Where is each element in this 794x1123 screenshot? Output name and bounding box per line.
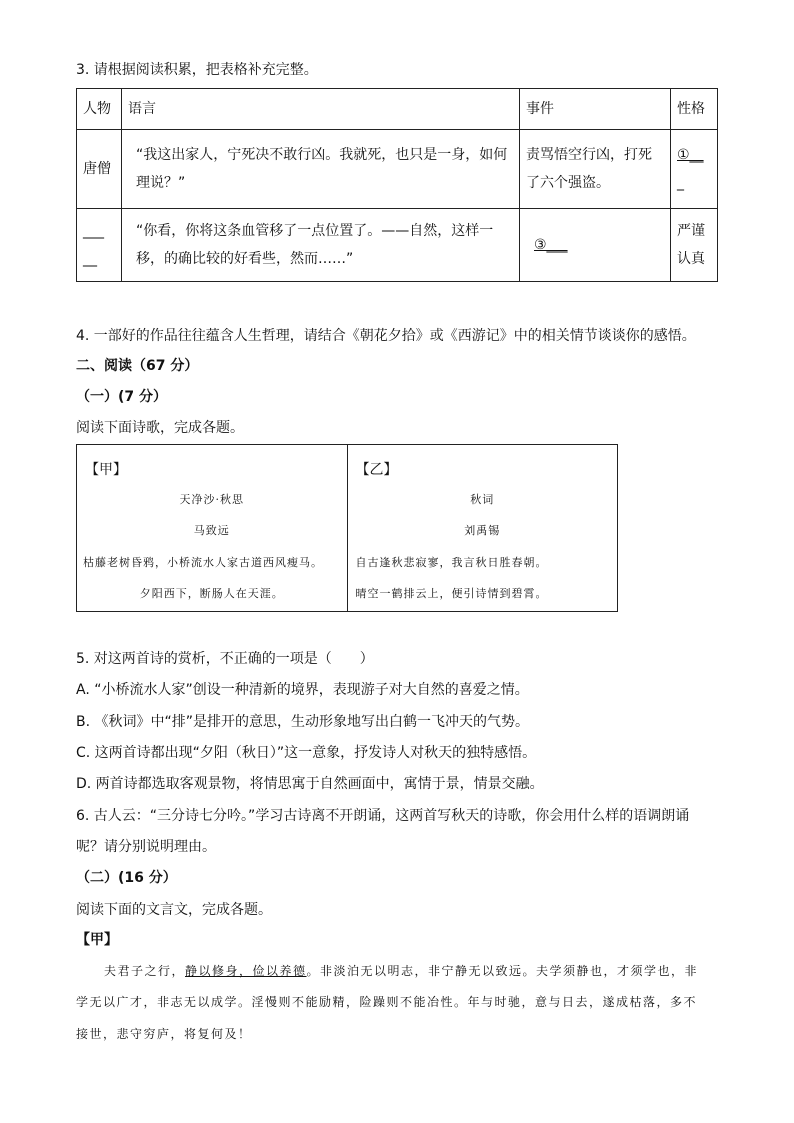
part1-instruction: 阅读下面诗歌，完成各题。 [76, 420, 244, 436]
classical-line: 接世，悲守穷庐，将复何及！ [76, 1027, 252, 1041]
cell-trait: 严谨 认真 [671, 209, 718, 282]
cell-person-blank[interactable]: ___ __ [77, 209, 122, 282]
poem-line: 枯藤老树昏鸦，小桥流水人家古道西风瘦马。 [83, 556, 323, 569]
classical-tag: 【甲】 [76, 932, 118, 948]
poem-yi [347, 445, 618, 611]
cell-speech: “你看，你将这条血管移了一点位置了。——自然，这样一 移，的确比较的好看些，然而……” [122, 209, 520, 282]
q6-line2: 呢？请分别说明理由。 [76, 839, 216, 855]
cell-person: 唐僧 [77, 130, 122, 209]
cell-event: 责骂悟空行凶，打死 了六个强盗。 [520, 130, 671, 209]
table-header-row [77, 89, 718, 130]
poem-line: 晴空一鹤排云上，便引诗情到碧霄。 [355, 587, 548, 600]
classical-line: 学无以广才，非志无以成学。淫慢则不能励精，险躁则不能冶性。年与时驰，意与日去，遂成枯落，多不 [76, 995, 698, 1009]
q5-option-d: D. 两首诗都选取客观景物，将情思寓于自然画面中，寓情于景，情景交融。 [76, 776, 544, 792]
classical-line: 夫君子之行，静以修身，俭以养德。非淡泊无以明志，非宁静无以致远。夫学须静也，才须学也，非 [104, 964, 699, 978]
q5-option-b: B. 《秋词》中“排”是排开的意思，生动形象地写出白鹤一飞冲天的气势。 [76, 714, 530, 730]
part2-heading: （二）(16 分） [76, 870, 177, 886]
poem-title: 秋词 [470, 493, 495, 506]
header-event: 事件 [520, 89, 671, 130]
poem-tag: 【甲】 [85, 462, 127, 478]
header-person: 人物 [77, 89, 122, 130]
character-table [76, 88, 718, 282]
part1-heading: （一）(7 分） [76, 389, 168, 405]
poem-tag: 【乙】 [355, 462, 398, 478]
poems-table [76, 444, 618, 612]
poem-line: 自古逢秋悲寂寥，我言秋日胜春朝。 [355, 556, 548, 569]
poem-author: 马致远 [193, 524, 230, 537]
table-row [77, 209, 718, 282]
q5-option-c: C. 这两首诗都出现“夕阳（秋日）”这一意象，抒发诗人对秋天的独特感悟。 [76, 745, 537, 761]
q4-text: 4. 一部好的作品往往蕴含人生哲理，请结合《朝花夕拾》或《西游记》中的相关情节谈谈你的感悟。 [76, 328, 696, 344]
poem-title: 天净沙·秋思 [179, 493, 244, 506]
header-trait: 性格 [671, 89, 718, 130]
part2-instruction: 阅读下面的文言文，完成各题。 [76, 902, 272, 918]
poem-jia [77, 445, 347, 611]
q6-line1: 6. 古人云：“三分诗七分吟。”学习古诗离不开朗诵，这两首写秋天的诗歌，你会用什么样的语调朗诵 [76, 808, 690, 824]
cell-trait-blank[interactable]: ①__ _ [671, 130, 718, 209]
table-row [77, 130, 718, 209]
section-heading: 二、阅读（67 分） [76, 358, 199, 374]
header-speech: 语言 [122, 89, 520, 130]
cell-event-blank[interactable]: ③___ [520, 209, 671, 282]
cell-speech: “我这出家人，宁死决不敢行凶。我就死，也只是一身，如何 理说？” [122, 130, 520, 209]
underlined-phrase: 静以修身，俭以养德 [185, 964, 307, 978]
q3-title: 3. 请根据阅读积累，把表格补充完整。 [76, 62, 318, 78]
q5-stem: 5. 对这两首诗的赏析，不正确的一项是（ ） [76, 651, 374, 667]
q5-option-a: A. “小桥流水人家”创设一种清新的境界，表现游子对大自然的喜爱之情。 [76, 682, 529, 698]
poem-line: 夕阳西下，断肠人在天涯。 [139, 587, 284, 600]
poem-author: 刘禹锡 [464, 524, 501, 537]
